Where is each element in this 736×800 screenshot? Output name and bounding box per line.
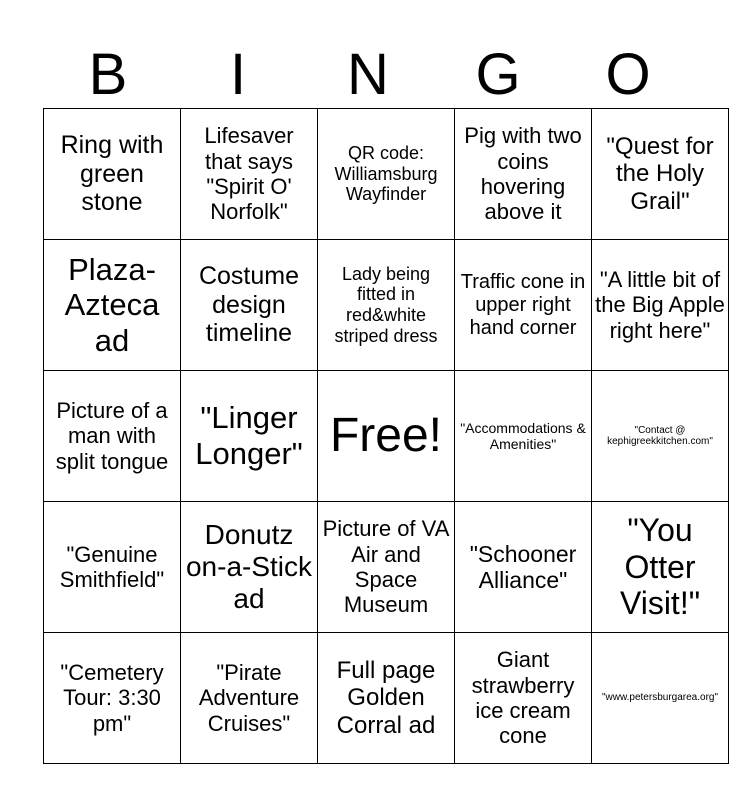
grid-row bbox=[44, 502, 729, 633]
bingo-cell[interactable]: "Contact @ kephigreekkitchen.com" bbox=[592, 371, 729, 502]
header-letter-g: G bbox=[475, 42, 521, 107]
header-letter-i: I bbox=[229, 42, 247, 107]
bingo-cell[interactable]: Picture of a man with split tongue bbox=[44, 371, 181, 502]
bingo-cell[interactable]: Plaza-Azteca ad bbox=[44, 240, 181, 371]
free-space-cell[interactable]: Free! bbox=[318, 371, 455, 502]
bingo-cell[interactable]: "www.petersburgarea.org" bbox=[592, 633, 729, 764]
grid-row bbox=[44, 633, 729, 764]
bingo-cell[interactable]: "You Otter Visit!" bbox=[592, 502, 729, 633]
bingo-cell[interactable]: "Schooner Alliance" bbox=[455, 502, 592, 633]
bingo-cell[interactable]: Ring with green stone bbox=[44, 109, 181, 240]
bingo-cell[interactable]: Lifesaver that says "Spirit O' Norfolk" bbox=[181, 109, 318, 240]
bingo-cell[interactable]: Full page Golden Corral ad bbox=[318, 633, 455, 764]
bingo-cell[interactable]: Giant strawberry ice cream cone bbox=[455, 633, 592, 764]
grid-row bbox=[44, 240, 729, 371]
bingo-cell[interactable]: "Cemetery Tour: 3:30 pm" bbox=[44, 633, 181, 764]
bingo-cell[interactable]: Pig with two coins hovering above it bbox=[455, 109, 592, 240]
header-letter-b: B bbox=[88, 42, 128, 107]
bingo-cell[interactable]: "Quest for the Holy Grail" bbox=[592, 109, 729, 240]
bingo-cell[interactable]: Picture of VA Air and Space Museum bbox=[318, 502, 455, 633]
grid-row bbox=[44, 109, 729, 240]
bingo-header bbox=[43, 42, 693, 108]
bingo-cell[interactable]: "A little bit of the Big Apple right here" bbox=[592, 240, 729, 371]
bingo-cell[interactable]: Traffic cone in upper right hand corner bbox=[455, 240, 592, 371]
header-letter-o: O bbox=[605, 42, 651, 107]
bingo-cell[interactable]: "Linger Longer" bbox=[181, 371, 318, 502]
header-letter-n: N bbox=[347, 42, 389, 107]
bingo-grid bbox=[43, 108, 729, 764]
bingo-cell[interactable]: QR code: Williamsburg Wayfinder bbox=[318, 109, 455, 240]
bingo-cell[interactable]: Costume design timeline bbox=[181, 240, 318, 371]
grid-row bbox=[44, 371, 729, 502]
bingo-cell[interactable]: "Genuine Smithfield" bbox=[44, 502, 181, 633]
bingo-cell[interactable]: "Accommodations & Amenities" bbox=[455, 371, 592, 502]
bingo-cell[interactable]: Donutz on-a-Stick ad bbox=[181, 502, 318, 633]
bingo-cell[interactable]: "Pirate Adventure Cruises" bbox=[181, 633, 318, 764]
bingo-cell[interactable]: Lady being fitted in red&white striped dress bbox=[318, 240, 455, 371]
